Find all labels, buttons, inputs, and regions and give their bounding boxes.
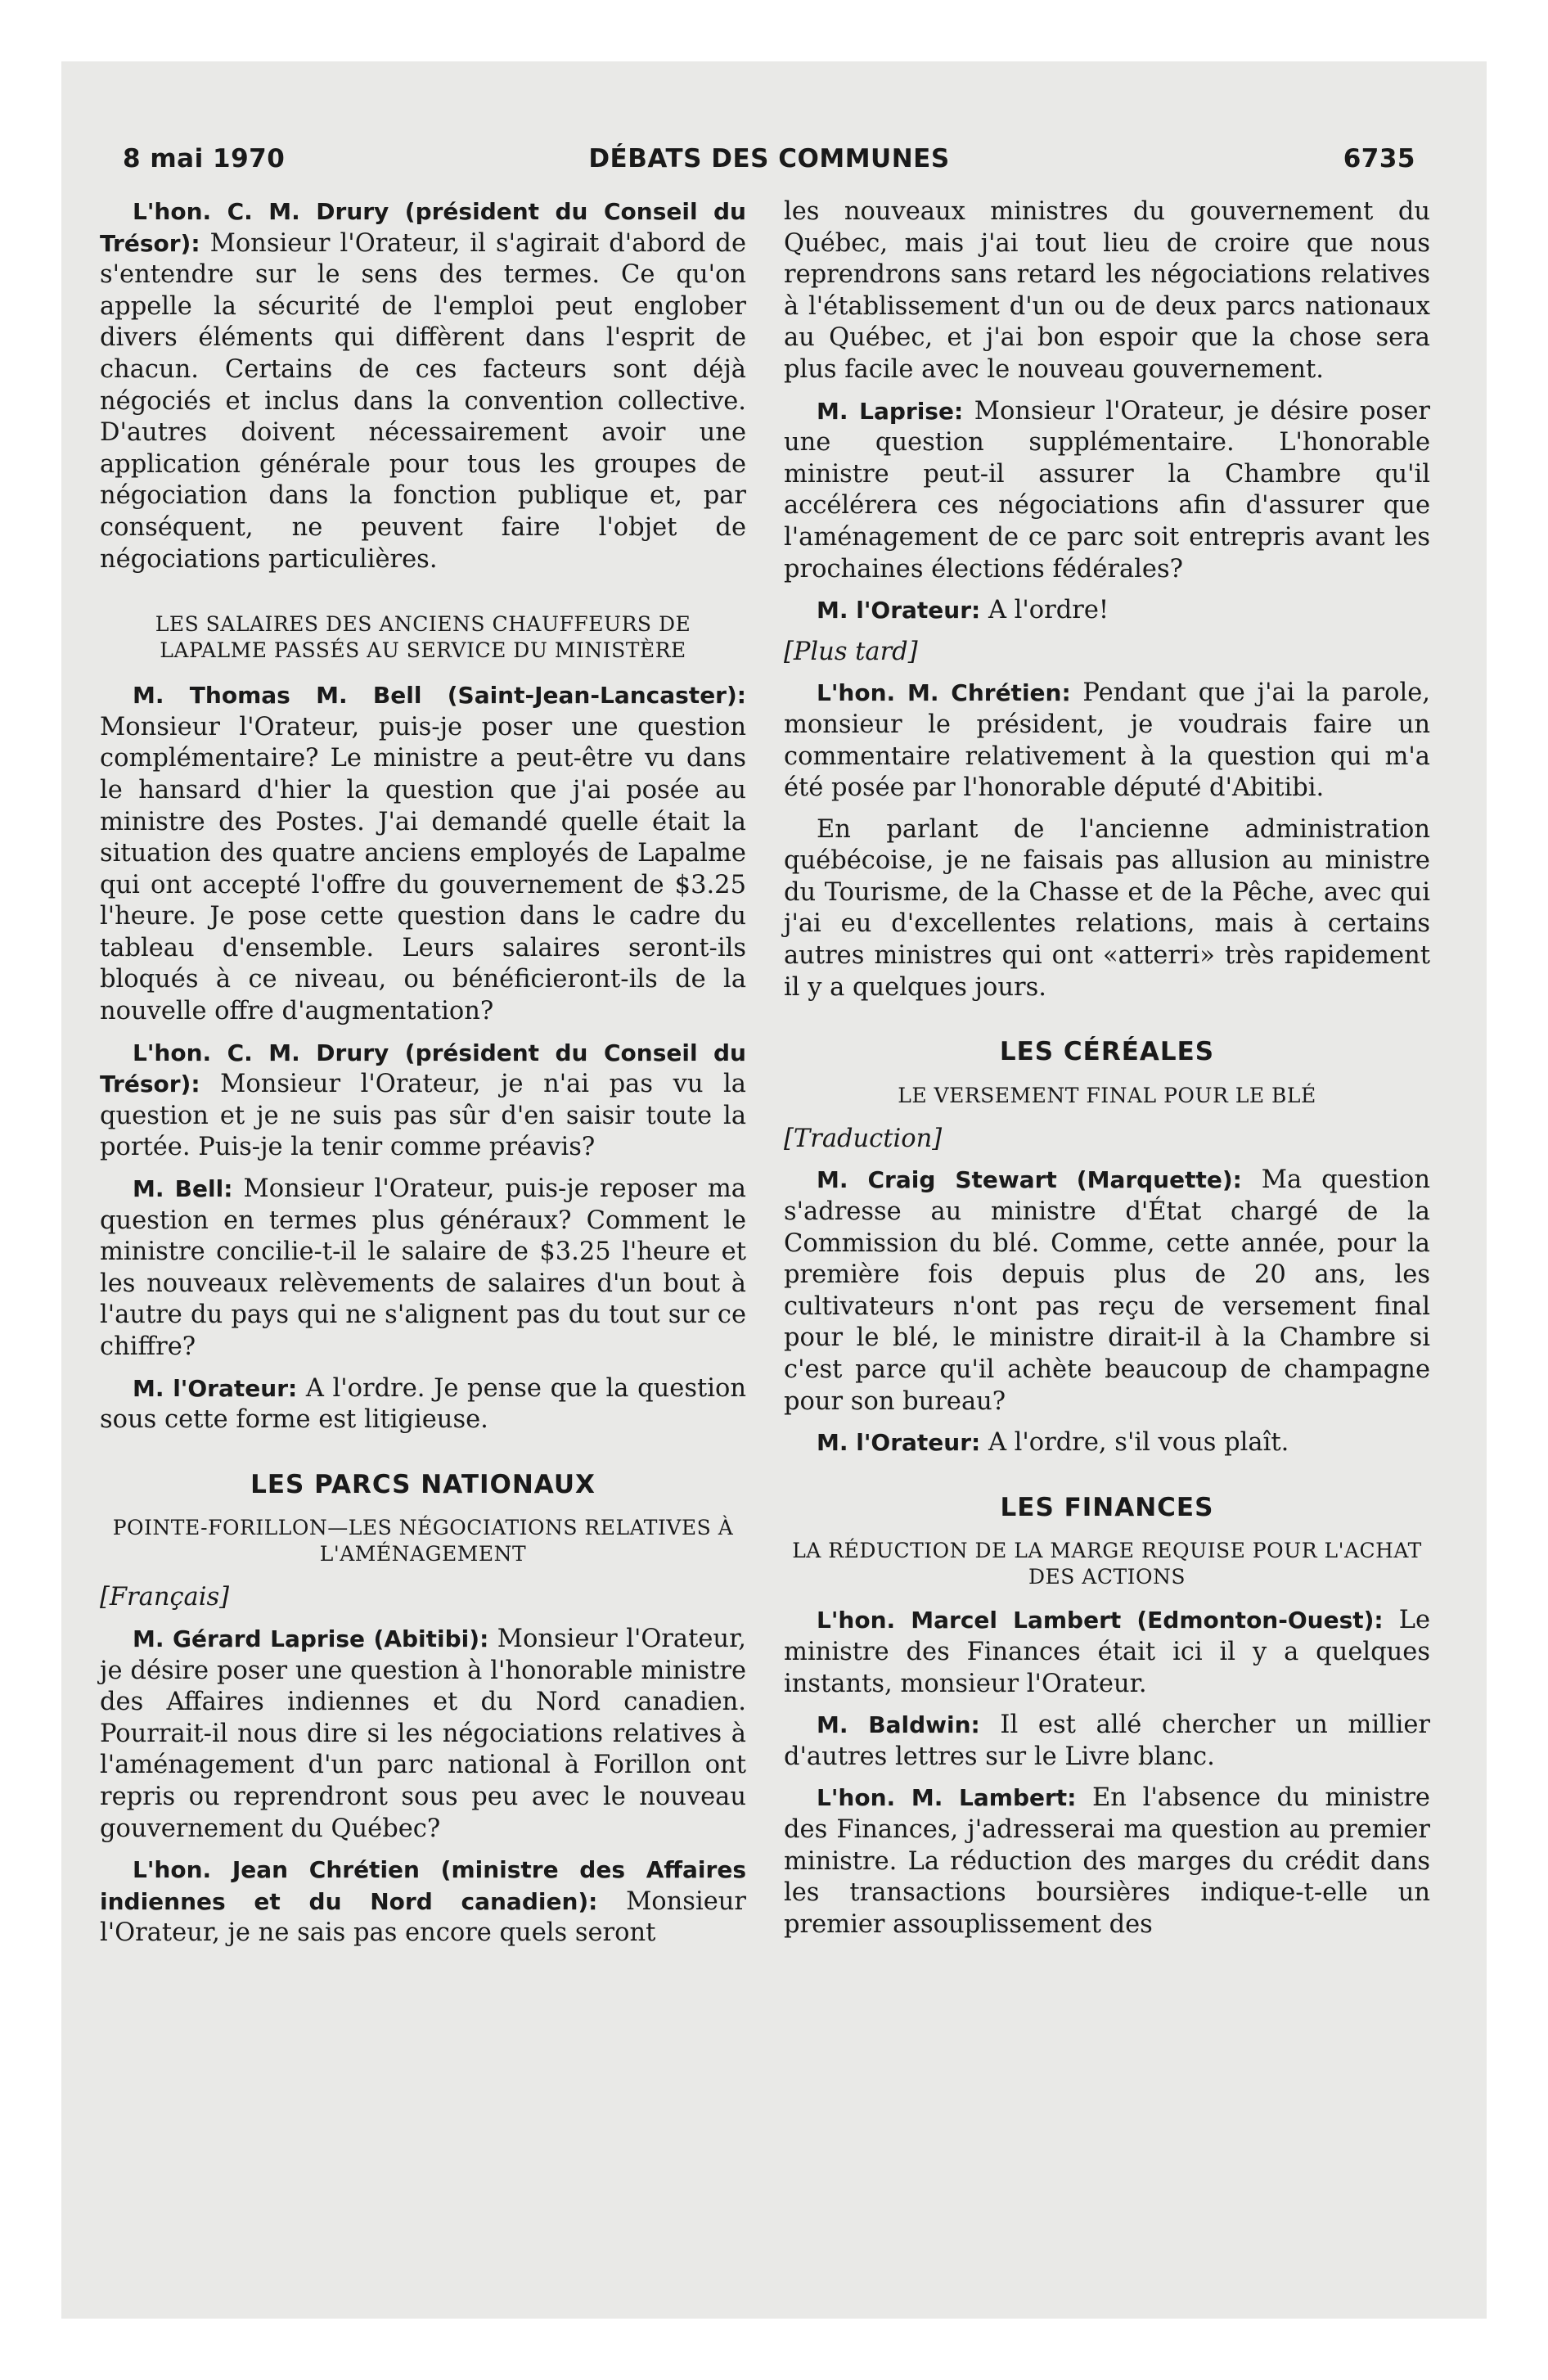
speech-text: Monsieur l'Orateur, je n'ai pas vu la question et je ne suis pas sûr d'en saisir toute la portée. Puis-je la tenir comme préavis? [100, 1070, 746, 1162]
speech-paragraph [784, 1427, 1430, 1459]
speech-paragraph [784, 1710, 1430, 1773]
section-heading: LES PARCS NATIONAUX [250, 1469, 596, 1499]
section-subheading: LES SALAIRES DES ANCIENS CHAUFFEURS DE LAPALME PASSÉS AU SERVICE DU MINISTÈRE [155, 612, 691, 663]
speech-paragraph [784, 595, 1430, 627]
speech-paragraph [100, 196, 746, 575]
language-note: [Traduction] [784, 1124, 943, 1153]
language-note: [Plus tard] [784, 637, 918, 666]
language-note: [Français] [100, 1583, 230, 1612]
speech-text: Monsieur l'Orateur, il s'agirait d'abord de s'entendre sur le sens des termes. Ce qu'on appelle la sécurité de l'emploi peut englober divers éléments qui diffèrent dans l'esprit de chacun. Certains de ces facteurs sont déjà négociés et inclus dans la convention collective. D'autres doivent nécessairement avoir une application générale pour tous les groupes de négociation dans la fonction publique et, par conséquent, ne peuvent faire l'objet de négociations particulières. [100, 228, 746, 574]
header-title: DÉBATS DES COMMUNES [588, 144, 950, 174]
speaker-name: L'hon. C. M. Drury (président du Conseil du Trésor): [100, 198, 746, 257]
speaker-name: M. l'Orateur: [817, 597, 981, 624]
speech-paragraph [100, 1855, 746, 1950]
speaker-name: M. Thomas M. Bell (Saint-Jean-Lancaster): [133, 682, 746, 710]
speech-text: A l'ordre, s'il vous plaît. [980, 1428, 1289, 1458]
speech-text: Monsieur l'Orateur, je désire poser une question à l'honorable ministre des Affaires indiennes et du Nord canadien. Pourrait-il nous dire si les négociations relatives à l'aménagement d'un parc national à Forillon ont repris ou reprendront sous peu avec le nouveau gouvernement du Québec? [100, 1624, 746, 1843]
speech-paragraph [100, 1174, 746, 1364]
speaker-name: L'hon. Marcel Lambert (Edmonton-Ouest): [817, 1607, 1384, 1634]
speaker-name: M. l'Orateur: [817, 1429, 981, 1457]
speech-paragraph [100, 1624, 746, 1845]
left-column [100, 196, 746, 1959]
speaker-name: L'hon. M. Lambert: [817, 1784, 1077, 1812]
speaker-name: M. Gérard Laprise (Abitibi): [133, 1625, 489, 1652]
speech-text: Monsieur l'Orateur, puis-je poser une question complémentaire? Le ministre a peut-être vu dans le hansard d'hier la question que j'ai posée au ministre des Postes. J'ai demandé quelle était la situation des quatre anciens employés de Lapalme qui ont accepté l'offre du gouvernement de $3.25 l'heure. Je pose cette question dans le cadre du tableau d'ensemble. Leurs salaires seront-ils bloqués à ce niveau, ou bénéficieront-ils de la nouvelle offre d'augmentation? [100, 712, 746, 1026]
speaker-name: M. Baldwin: [817, 1711, 980, 1739]
speaker-name: L'hon. M. Chrétien: [817, 679, 1071, 707]
speech-paragraph [784, 1783, 1430, 1941]
header-date: 8 mai 1970 [123, 144, 286, 174]
speaker-name: M. Bell: [133, 1175, 233, 1203]
speech-text: Monsieur l'Orateur, je désire poser une question supplémentaire. L'honorable ministre peut-il assurer la Chambre qu'il accélérera ces négociations afin d'assurer que l'aménagement de ce parc soit entrepris avant les prochaines élections fédérales? [784, 396, 1430, 584]
speech-text: Ma question s'adresse au ministre d'État chargé de la Commission du blé. Comme, cette année, pour la première fois depuis plus de 20 ans, les cultivateurs n'ont pas reçu de versement final pour le blé, le ministre dirait-il à la Chambre si c'est parce qu'il achète beaucoup de champagne pour son bureau? [784, 1165, 1430, 1416]
section-subheading: POINTE-FORILLON—LES NÉGOCIATIONS RELATIVES À L'AMÉNAGEMENT [112, 1516, 734, 1566]
section-subheading: LE VERSEMENT FINAL POUR LE BLÉ [898, 1083, 1316, 1107]
speech-text: Monsieur l'Orateur, puis-je reposer ma question en termes plus généraux? Comment le ministre concilie-t-il le salaire de $3.25 l'heure et les nouveaux relèvements de salaires d'un bout à l'autre du pays qui ne s'alignent pas du tout sur ce chiffre? [100, 1174, 746, 1361]
speech-paragraph [100, 680, 746, 1028]
speaker-name: M. Laprise: [817, 397, 964, 425]
page-header [123, 144, 1415, 177]
speech-text: Pendant que j'ai la parole, monsieur le président, je voudrais faire un commentaire relativement à la question qui m'a été posée par l'honorable député d'Abitibi. [784, 678, 1430, 803]
speech-paragraph [784, 1165, 1430, 1418]
speaker-name: L'hon. Jean Chrétien (ministre des Affaires indiennes et du Nord canadien): [100, 1856, 746, 1915]
speech-paragraph [100, 1373, 746, 1436]
speech-paragraph [784, 1605, 1430, 1700]
speech-paragraph [784, 678, 1430, 804]
speaker-name: M. l'Orateur: [133, 1374, 298, 1402]
speech-text: En l'absence du ministre des Finances, j'adresserai ma question au premier ministre. La réduction des marges du crédit dans les transactions boursières indique-t-elle un premier assouplissement des [784, 1783, 1430, 1939]
section-heading: LES FINANCES [1000, 1492, 1214, 1522]
paragraph: En parlant de l'ancienne administration québécoise, je ne faisais pas allusion au ministre du Tourisme, de la Chasse et de la Pêche, avec qui j'ai eu d'excellentes relations, mais à certains autres ministres qui ont «atterri» très rapidement il y a quelques jours. [784, 814, 1430, 1002]
speech-text: Monsieur l'Orateur, je ne sais pas encore quels seront [100, 1886, 746, 1948]
header-page-number: 6735 [1343, 144, 1415, 174]
speech-text: Le ministre des Finances était ici il y a quelques instants, monsieur l'Orateur. [784, 1606, 1430, 1698]
right-column [784, 196, 1430, 1950]
speech-text: Il est allé chercher un millier d'autres lettres sur le Livre blanc. [784, 1711, 1430, 1771]
speech-paragraph [100, 1038, 746, 1164]
speech-text: A l'ordre! [980, 596, 1109, 625]
section-heading: LES CÉRÉALES [999, 1037, 1215, 1067]
speaker-name: M. Craig Stewart (Marquette): [817, 1166, 1242, 1194]
speech-text: A l'ordre. Je pense que la question sous cette forme est litigieuse. [100, 1373, 746, 1435]
section-subheading: LA RÉDUCTION DE LA MARGE REQUISE POUR L'ACHAT DES ACTIONS [792, 1539, 1422, 1589]
speaker-name: L'hon. C. M. Drury (président du Conseil du Trésor): [100, 1039, 746, 1098]
continued-paragraph: les nouveaux ministres du gouvernement du Québec, mais j'ai tout lieu de croire que nous reprendrons sans retard les négociations relatives à l'établissement d'un ou de deux parcs nationaux au Québec, et j'ai bon espoir que la chose sera plus facile avec le nouveau gouvernement. [784, 197, 1430, 384]
speech-paragraph [784, 396, 1430, 586]
